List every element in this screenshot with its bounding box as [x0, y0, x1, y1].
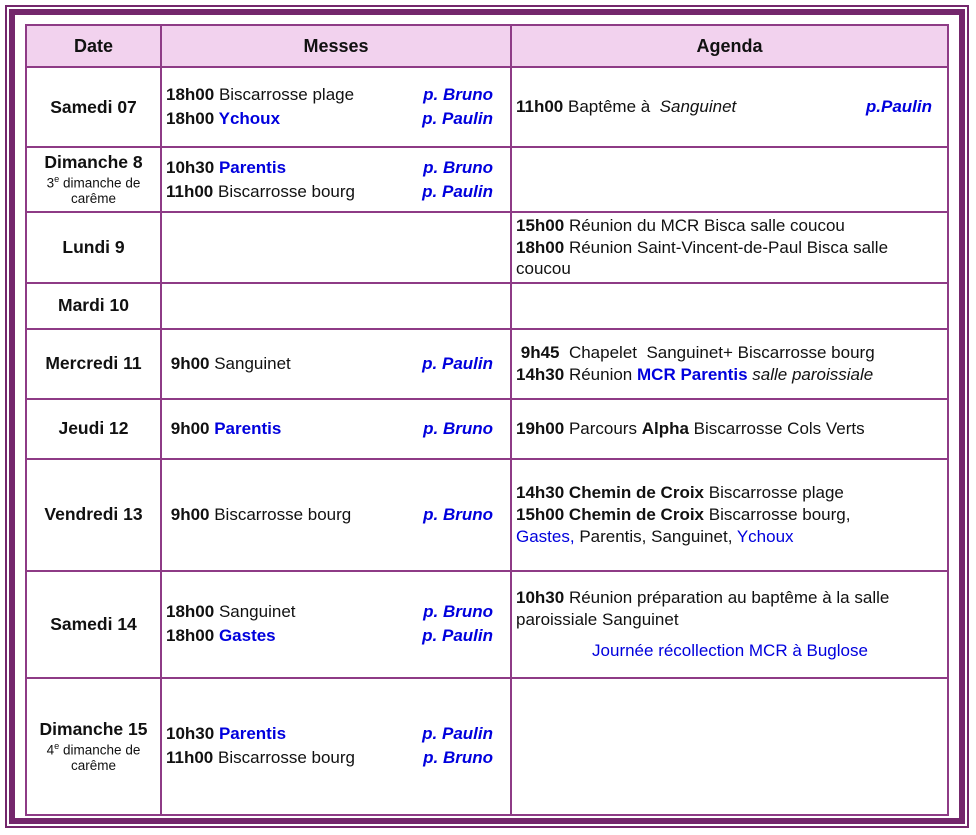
table-row [26, 459, 948, 571]
priest-label: p.Paulin [865, 97, 932, 117]
date-label: Lundi 9 [62, 236, 125, 257]
messes-cell [161, 459, 511, 571]
messes-line [165, 352, 507, 376]
agenda-line: 14h30 Chemin de Croix Biscarrosse plage [516, 483, 844, 503]
col-header-agenda: Agenda [511, 25, 948, 67]
messes-cell [161, 67, 511, 147]
messes-line [165, 624, 507, 648]
messes-line [165, 722, 507, 746]
messes-time-place: 18h00 Sanguinet [166, 602, 296, 622]
date-label: Mercredi 11 [45, 353, 142, 374]
date-cell [26, 571, 161, 678]
priest-label: p. Bruno [423, 748, 493, 768]
table-row [26, 678, 948, 815]
table-row [26, 399, 948, 459]
agenda-line: 19h00 Parcours Alpha Biscarrosse Cols Verts [516, 418, 865, 438]
agenda-line: 9h45 Chapelet Sanguinet+ Biscarrosse bourg [516, 343, 875, 363]
priest-label: p. Bruno [423, 504, 493, 524]
agenda-line: 10h30 Réunion préparation au baptême à la salle paroissiale Sanguinet [516, 588, 895, 629]
messes-line [165, 503, 507, 527]
header-row [26, 25, 948, 67]
agenda-cell [511, 67, 948, 147]
table-row [26, 212, 948, 283]
messes-time-place: 9h00 Biscarrosse bourg [166, 504, 352, 524]
priest-label: p. Bruno [423, 85, 493, 105]
agenda-line: Journée récollection MCR à Buglose [592, 640, 868, 660]
messes-time-place: 10h30 Parentis [166, 724, 287, 744]
schedule-table [25, 24, 949, 816]
priest-label: p. Bruno [423, 157, 493, 177]
date-label: Mardi 10 [58, 295, 129, 316]
page-frame-inner [9, 9, 965, 824]
messes-time-place: 18h00 Gastes [166, 626, 276, 646]
messes-cell [161, 329, 511, 399]
date-sublabel: 4e dimanche de carême [46, 740, 145, 773]
date-label: Samedi 07 [50, 96, 137, 117]
date-sublabel: 3e dimanche de carême [46, 173, 145, 207]
messes-time-place: 9h00 Sanguinet [166, 353, 291, 373]
messes-time-place: 10h30 Parentis [166, 157, 287, 177]
date-cell [26, 459, 161, 571]
messes-time-place: 11h00 Biscarrosse bourg [166, 181, 356, 201]
agenda-cell [511, 459, 948, 571]
messes-cell [161, 678, 511, 815]
agenda-line: 18h00 Réunion Saint-Vincent-de-Paul Bisca salle coucou [516, 237, 893, 279]
messes-time-place: 18h00 Biscarrosse plage [166, 85, 355, 105]
date-cell [26, 283, 161, 329]
date-cell [26, 147, 161, 212]
messes-cell [161, 147, 511, 212]
priest-label: p. Paulin [422, 181, 493, 201]
agenda-cell [511, 212, 948, 283]
priest-label: p. Bruno [423, 602, 493, 622]
messes-time-place: 11h00 Biscarrosse bourg [166, 748, 356, 768]
agenda-line: 14h30 Réunion MCR Parentis salle paroissiale [516, 364, 874, 384]
table-row [26, 147, 948, 212]
agenda-text: 11h00 Baptême à Sanguinet [516, 97, 737, 117]
page-frame-outer [5, 5, 969, 828]
agenda-cell [511, 147, 948, 212]
agenda-cell [511, 571, 948, 678]
agenda-line: 15h00 Réunion du MCR Bisca salle coucou [516, 216, 845, 235]
messes-cell [161, 283, 511, 329]
agenda-cell [511, 283, 948, 329]
messes-cell [161, 571, 511, 678]
messes-time-place: 9h00 Parentis [166, 418, 282, 438]
messes-cell [161, 399, 511, 459]
messes-time-place: 18h00 Ychoux [166, 109, 281, 128]
messes-line [165, 180, 507, 204]
table-row [26, 571, 948, 678]
agenda-line: 15h00 Chemin de Croix Biscarrosse bourg, [516, 504, 851, 524]
messes-line [165, 156, 507, 180]
priest-label: p. Paulin [422, 724, 493, 744]
messes-line [165, 107, 507, 131]
agenda-line: Gastes, Parentis, Sanguinet, Ychoux [516, 526, 794, 546]
priest-label: p. Paulin [422, 626, 493, 646]
table-row [26, 283, 948, 329]
table-row [26, 67, 948, 147]
date-label: Vendredi 13 [44, 504, 143, 525]
date-label: Dimanche 8 [44, 151, 143, 172]
messes-line [165, 417, 507, 441]
table-row [26, 329, 948, 399]
agenda-cell [511, 399, 948, 459]
priest-label: p. Paulin [422, 109, 493, 128]
col-header-date: Date [26, 25, 161, 67]
date-cell [26, 329, 161, 399]
date-label: Jeudi 12 [58, 418, 129, 439]
date-cell [26, 212, 161, 283]
priest-label: p. Bruno [423, 418, 493, 438]
agenda-cell [511, 329, 948, 399]
priest-label: p. Paulin [422, 353, 493, 373]
agenda-cell [511, 678, 948, 815]
messes-line [165, 83, 507, 107]
agenda-line [515, 96, 944, 118]
date-cell [26, 67, 161, 147]
messes-line [165, 746, 507, 770]
date-label: Samedi 14 [50, 613, 137, 634]
col-header-messes: Messes [161, 25, 511, 67]
messes-line [165, 600, 507, 624]
date-cell [26, 399, 161, 459]
messes-cell [161, 212, 511, 283]
date-label: Dimanche 15 [39, 718, 148, 739]
date-cell [26, 678, 161, 815]
